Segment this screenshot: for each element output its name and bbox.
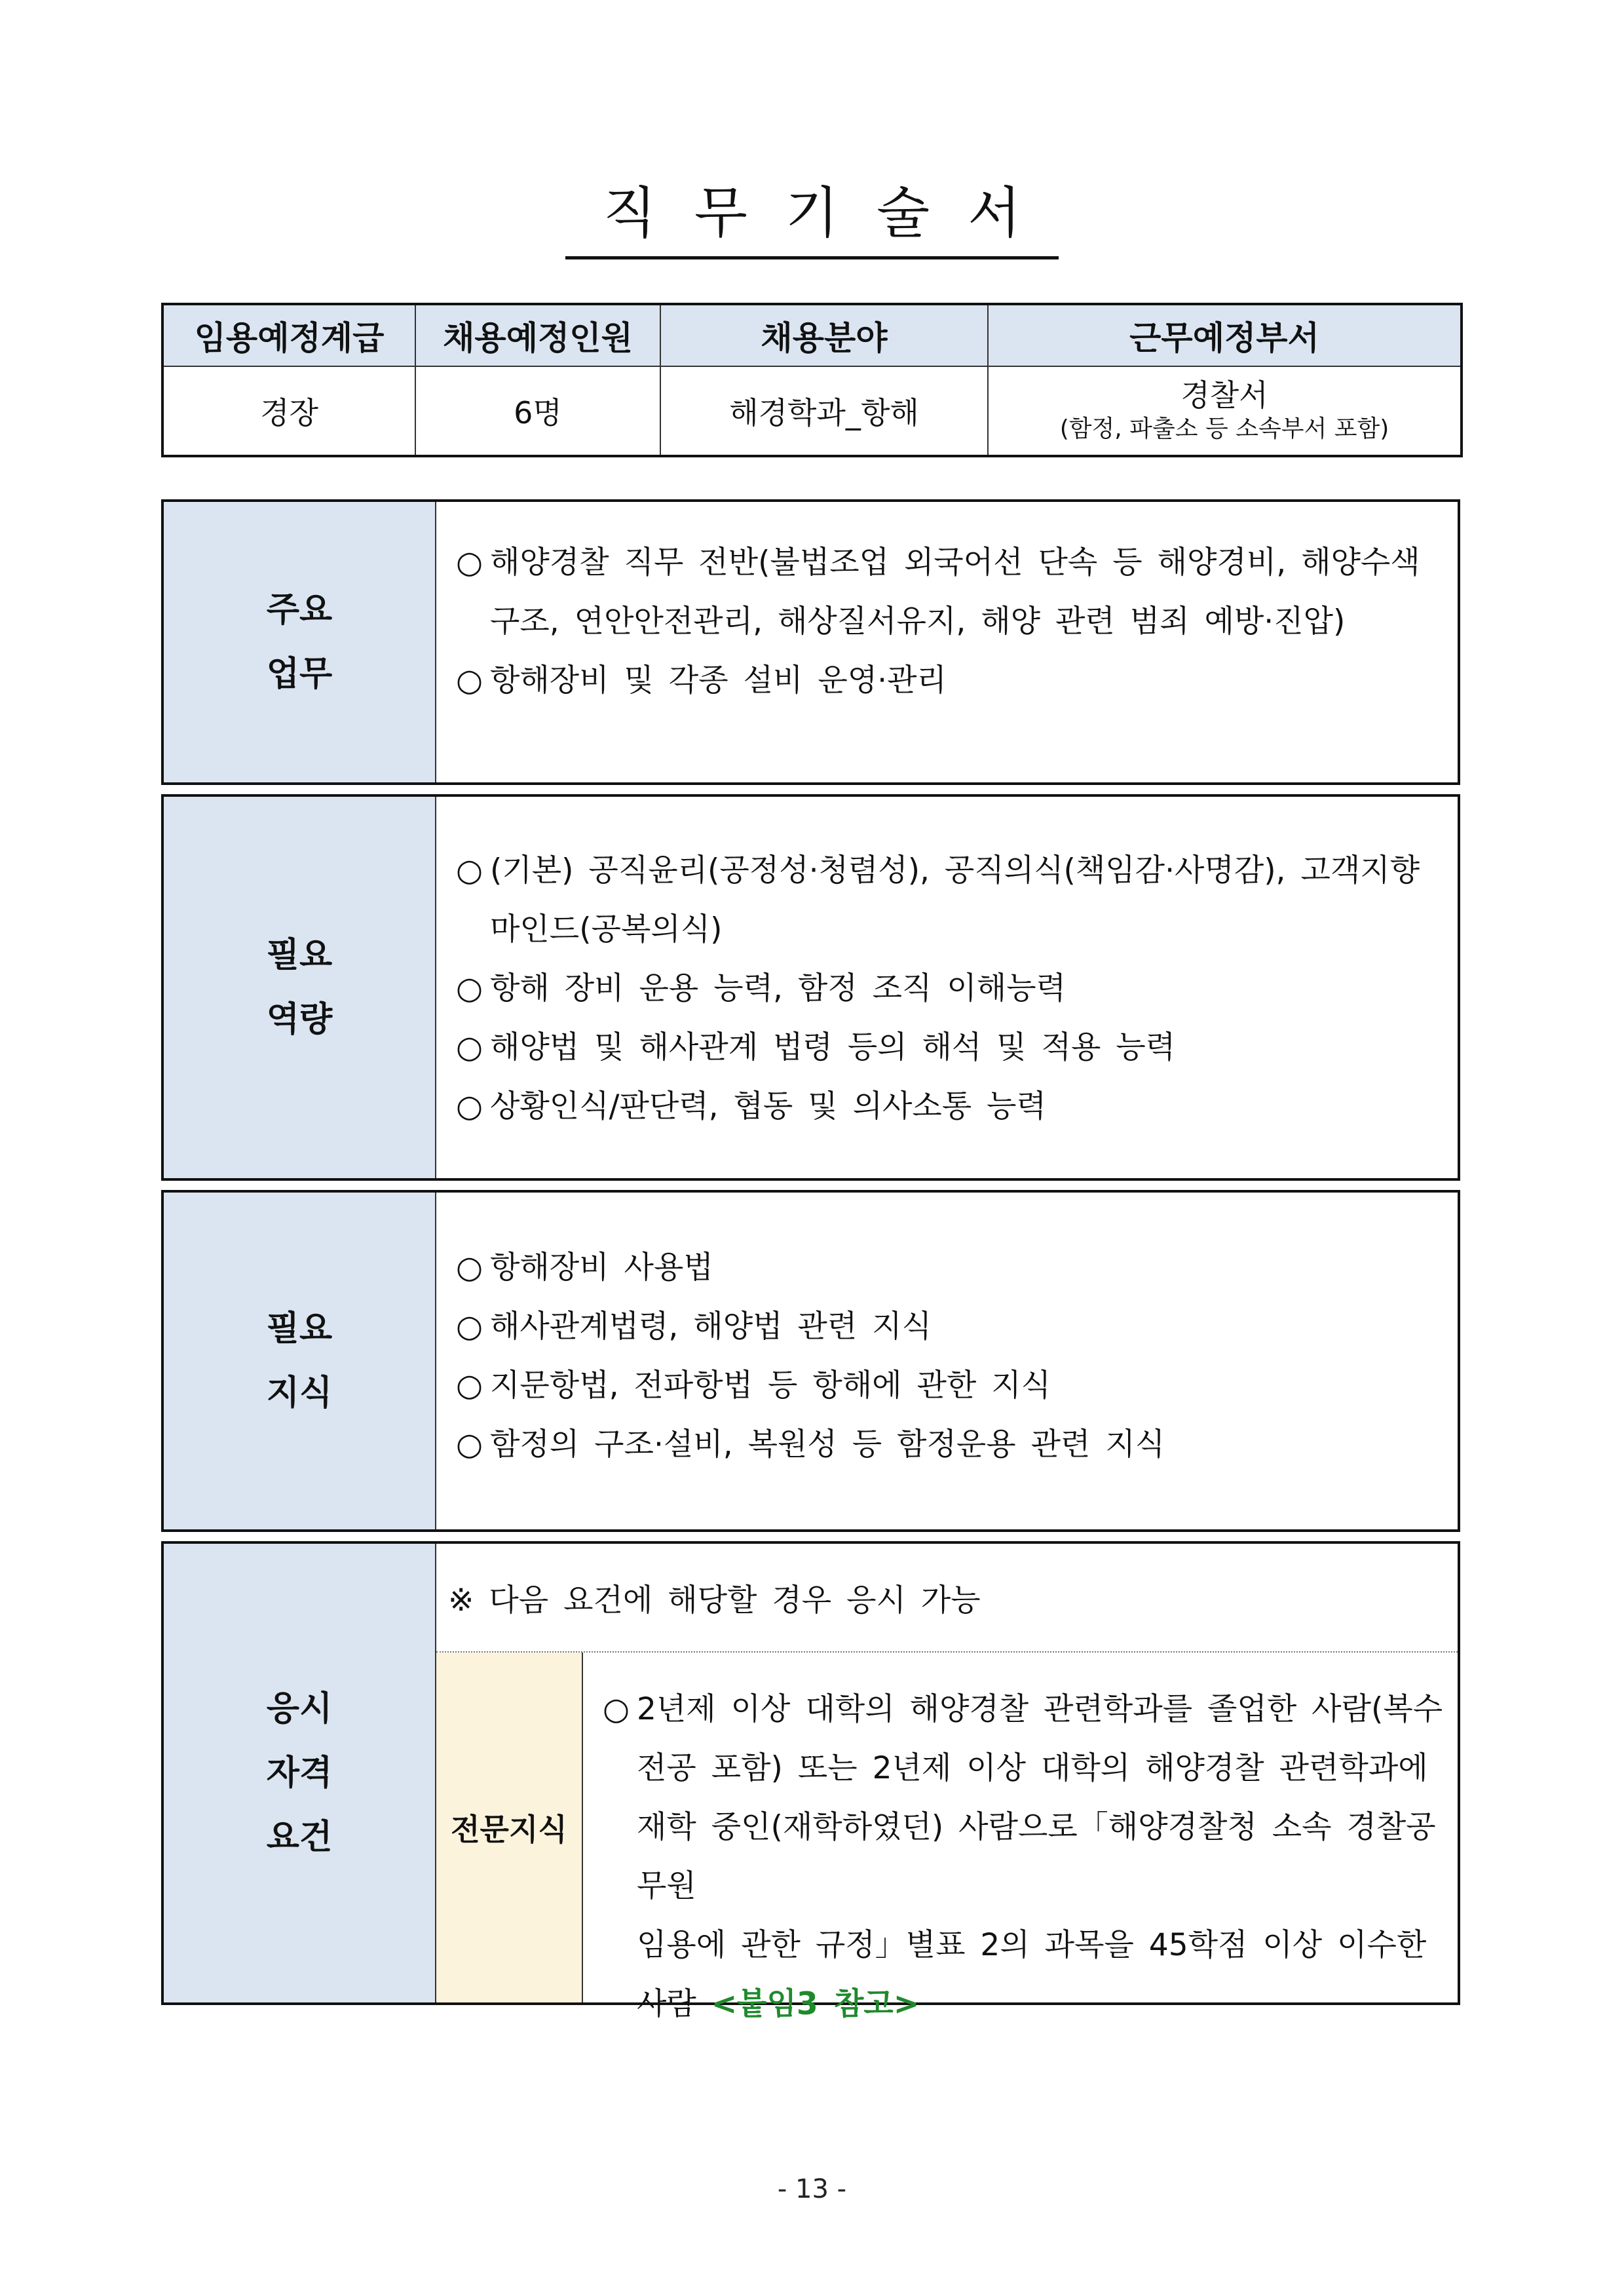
table-row	[162, 366, 1462, 456]
attachment-reference: <붙임3 참고>	[711, 1986, 920, 2022]
knowledge-label-line-2: 지식	[266, 1373, 333, 1413]
list-item-continuation: 사람 <붙임3 참고>	[637, 1986, 920, 2022]
list-item: ○ 해사관계법령, 해양법 관련 지식	[436, 1297, 1443, 1356]
list-item-continuation: 마인드(공복의식)	[490, 911, 723, 947]
bullet-icon: ○	[456, 1029, 483, 1065]
column-header-headcount: 채용예정인원	[415, 304, 660, 366]
document-title: 직무기술서	[0, 169, 1624, 259]
duties-section	[161, 499, 1460, 785]
qualifications-label	[164, 1544, 436, 2002]
specialized-knowledge-label: 전문지식	[436, 1653, 583, 2002]
list-item-continuation: 임용에 관한 규정」별표 2의 과목을 45학점 이상 이수한	[637, 1927, 1427, 1963]
bullet-icon: ○	[603, 1691, 630, 1727]
list-item: ○ 함정의 구조·설비, 복원성 등 함정운용 관련 지식	[436, 1415, 1443, 1474]
position-summary-table	[161, 303, 1463, 457]
list-item: ○ 해양경찰 직무 전반(불법조업 외국어선 단속 등 해양경비, 해양수색	[436, 533, 1443, 592]
competencies-content	[436, 797, 1458, 1178]
bullet-icon: ○	[456, 1088, 483, 1124]
list-item: ○ 해양법 및 해사관계 법령 등의 해석 및 적용 능력	[436, 1018, 1443, 1077]
list-item: ○ 항해장비 및 각종 설비 운영·관리	[436, 651, 1443, 710]
duties-content	[436, 502, 1458, 782]
department-name: 경찰서	[1180, 377, 1268, 413]
competencies-label	[164, 797, 436, 1178]
page-number: - 13 -	[777, 2174, 847, 2204]
qualifications-text	[583, 1653, 1458, 2022]
department-note: (함정, 파출소 등 소속부서 포함)	[1059, 415, 1389, 442]
list-item: ○ 항해 장비 운용 능력, 함정 조직 이해능력	[436, 959, 1443, 1018]
bullet-icon: ○	[456, 1250, 483, 1286]
bullet-icon: ○	[456, 970, 483, 1006]
knowledge-section	[161, 1190, 1460, 1532]
field-cell: 해경학과_항해	[660, 366, 988, 456]
bullet-icon: ○	[456, 662, 483, 698]
competencies-section	[161, 794, 1460, 1181]
knowledge-content	[436, 1193, 1458, 1529]
qualifications-detail	[436, 1653, 1458, 2022]
bullet-icon: ○	[456, 545, 483, 581]
list-item-continuation: 재학 중인(재학하였던) 사람으로「해양경찰청 소속 경찰공무원	[637, 1809, 1436, 1904]
qualifications-label-line-2: 자격	[266, 1753, 333, 1793]
column-header-rank: 임용예정계급	[162, 304, 415, 366]
bullet-icon: ○	[456, 852, 483, 889]
qualifications-section	[161, 1541, 1460, 2022]
qualifications-label-line-1: 응시	[266, 1689, 333, 1729]
qualifications-label-line-3: 요건	[266, 1818, 333, 1857]
competencies-label-line-1: 필요	[266, 936, 333, 975]
table-header-row	[162, 304, 1462, 366]
list-item: ○ 2년제 이상 대학의 해양경찰 관련학과를 졸업한 사람(복수	[583, 1680, 1443, 1739]
column-header-department: 근무예정부서	[988, 304, 1462, 366]
list-item-continuation: 구조, 연안안전관리, 해상질서유지, 해양 관련 범죄 예방·진압)	[490, 603, 1346, 640]
list-item: ○ 항해장비 사용법	[436, 1238, 1443, 1297]
bullet-icon: ○	[456, 1309, 483, 1345]
list-item-continuation: 전공 포함) 또는 2년제 이상 대학의 해양경찰 관련학과에	[637, 1750, 1428, 1786]
qualifications-note: ※ 다음 요건에 해당할 경우 응시 가능	[436, 1544, 1458, 1653]
knowledge-label	[164, 1193, 436, 1529]
list-item: ○ 지문항법, 전파항법 등 항해에 관한 지식	[436, 1356, 1443, 1415]
headcount-cell: 6명	[415, 366, 660, 456]
rank-cell: 경장	[162, 366, 415, 456]
bullet-icon: ○	[456, 1426, 483, 1463]
department-cell	[988, 366, 1462, 456]
list-item: ○ (기본) 공직윤리(공정성·청렴성), 공직의식(책임감·사명감), 고객지향	[436, 841, 1443, 900]
duties-label-line-2: 업무	[266, 655, 333, 694]
competencies-label-line-2: 역량	[266, 1000, 333, 1039]
duties-label	[164, 502, 436, 782]
qualifications-content	[436, 1544, 1458, 2022]
list-item: ○ 상황인식/판단력, 협동 및 의사소통 능력	[436, 1077, 1443, 1136]
knowledge-label-line-1: 필요	[266, 1309, 333, 1349]
bullet-icon: ○	[456, 1368, 483, 1404]
column-header-field: 채용분야	[660, 304, 988, 366]
duties-label-line-1: 주요	[266, 590, 333, 630]
